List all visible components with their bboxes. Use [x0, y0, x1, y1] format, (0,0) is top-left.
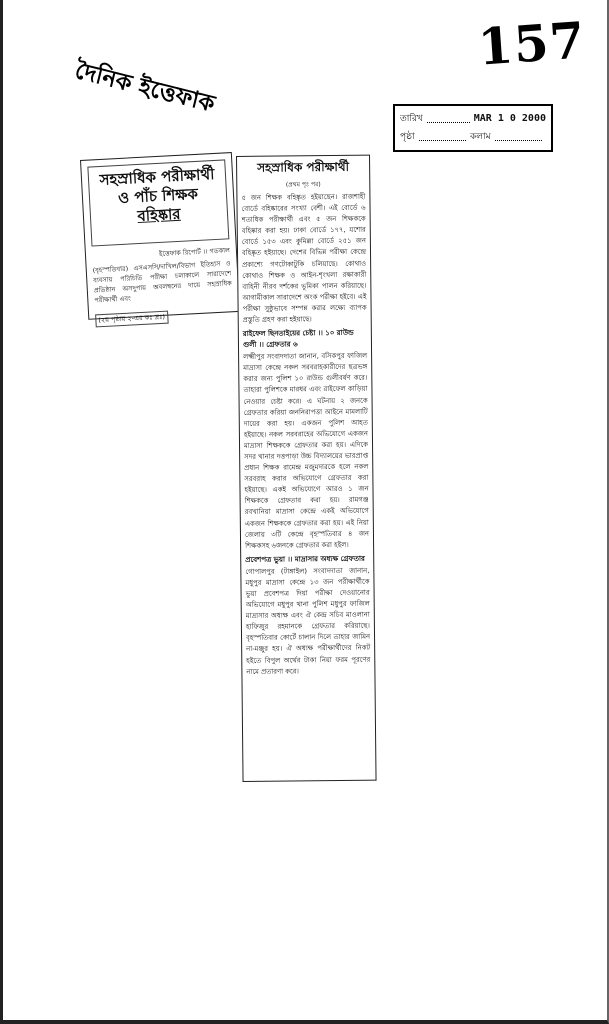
clipping-subtitle: (প্রথম পৃঃ পর)	[285, 181, 321, 189]
article-body: (বৃহস্পতিবার) এসএসসি/দাখিল/বিভাগ ইতিহাস ও ব্যবসায় পরিচিতি পরীক্ষা চলাকালে সারাদেশে প্রতিষ্ঠান অসদুপায় অবলম্বনের দায়ে সহস্রাধিক পরীক্ষার্থী এবং	[92, 259, 232, 305]
continued-note: (২য় পৃষ্ঠায় ২-এর কঃ দ্রঃ)	[95, 311, 168, 328]
date-value: MAR 1 0 2000	[473, 112, 546, 124]
page-column-row	[400, 127, 546, 145]
paragraph-1: ৫ জন শিক্ষক বহিষ্কৃত হইয়াছেন। রাজশাহী বোর্ডে বহিষ্কারের সংখ্যা বেশী। এই বোর্ডে ৬ শতাধিক পরীক্ষার্থী এবং ৫ জন শিক্ষককে বহিষ্কার করা হয়। ঢাকা বোর্ডে ১৭৭, যশোর বোর্ডে ১৫৩ এবং কুমিল্লা বোর্ডে ২৫১ জন বহিষ্কৃত হইয়াছে। দেশের বিভিন্ন পরীক্ষা কেন্দ্রে প্রকাশ্যে গণটোকাটুকি চলিয়াছে। কোথাও কোথাও শিক্ষক ও আইন-শৃংখলা রক্ষাকারী বাহিনী নীরব দর্শকের ভূমিকা পালন করিয়াছে। আগামীকাল সারাদেশে অংক পরীক্ষা হইবে। এই পরীক্ষা সুষ্ঠুভাবে সম্পন্ন করার লক্ষ্যে ব্যাপক প্রস্তুতি গ্রহণ করা হইয়াছে।	[241, 192, 367, 324]
column-label: কলাম	[469, 131, 491, 142]
page-number: 157	[476, 10, 588, 77]
dotted-line	[419, 132, 466, 141]
date-stamp	[393, 104, 553, 152]
left-news-clipping	[80, 152, 240, 325]
headline-line-1: সহস্রাধিক পরীক্ষার্থী	[99, 164, 215, 189]
newspaper-masthead: দৈনিক ইত্তেফাক	[72, 56, 218, 118]
headline-line-2: ও পাঁচ শিক্ষক	[117, 184, 199, 208]
paragraph-2: লক্ষ্মীপুর সংবাদদাতা জানান, বসিকপুর ফাজিল মাদ্রাসা কেন্দ্রে নকল সরবরাহকারীদের ছত্রভঙ্গ করার জন্য পুলিশ ১০ রাউন্ড গুলীবর্ষণ করে। তাহারা পুলিশকে মারধর এবং রাইফেল কাড়িয়া নেওয়ার চেষ্টা করে। এ ঘটনায় ২ জনকে গ্রেফতার করিয়া জননিরাপত্তা আইনে মামলাটি দায়ের করা হয়। একজন পুলিশ আহত হইয়াছে। নকল সরবরাহের অভিযোগে একজন মাদ্রাসা শিক্ষককে গ্রেফতার করা হয়। এদিকে সদর থানার দত্তপাড়া উচ্চ বিদ্যালয়ের ভারপ্রাপ্ত প্রধান শিক্ষক রামেন্দ্র মজুমদারকে হলে নকল সরবরাহ করার অভিযোগে গ্রেফতার করা হইয়াছে। একই অভিযোগে আরও ১ জন শিক্ষককে গ্রেফতার করা হয়। রামগঞ্জ রবখানিয়া মাদ্রাসা কেন্দ্রে একই অভিযোগে একজন শিক্ষককে গ্রেফতার করা হয়। এই নিয়া জেলায় ৩টি কেন্দ্রে বৃহস্পতিবার ৪ জন শিক্ষকসহ ৬জনকে গ্রেফতার করা হইল।	[243, 351, 369, 550]
date-row	[400, 109, 546, 127]
subheading-1: রাইফেল ছিনতাইয়ের চেষ্টা ।। ১০ রাউন্ড গুলী ।। গ্রেফতার ৬	[242, 328, 354, 350]
date-label: তারিখ	[400, 113, 423, 124]
center-news-clipping	[236, 155, 377, 782]
dotted-line	[427, 114, 470, 123]
headline-box	[87, 159, 229, 246]
clipping-title: সহস্রাধিক পরীক্ষার্থী	[237, 155, 369, 180]
paragraph-3: গোপালপুর (টাঙ্গাইল) সংবাদদাতা জানান, মধুপুর মাদ্রাসা কেন্দ্রে ১৩ জন পরীক্ষার্থীকে ভুয়া প্রবেশপত্র দিয়া পরীক্ষা দেওয়ানোর অভিযোগে মধুপুর থানা পুলিশ মধুপুর ফাজিল মাদ্রাসার অধ্যক্ষ এবং ঐ কেন্দ্র সচিব মাওলানা হাফিজুর রহমানকে গ্রেফতার করিয়াছে। বৃহস্পতিবার কোর্টে চালান দিলে তাহার জামিন না-মঞ্জুর হয়। ঐ অধ্যক্ষ পরীক্ষার্থীদের নিকট হইতে বিপুল অর্থের টাকা নিয়া ফরম পূরণের নামে প্রতারণা করে।	[245, 566, 371, 676]
subheading-2: প্রবেশপত্র ভুয়া ।। মাদ্রাসার অধ্যক্ষ গ্রেফতার	[245, 554, 365, 564]
dotted-line	[495, 132, 542, 141]
headline-line-3: বহিষ্কার	[136, 204, 182, 226]
byline: ইত্তেফাক রিপোর্ট ।। গতকাল	[158, 246, 231, 258]
page-label: পৃষ্ঠা	[400, 131, 415, 142]
